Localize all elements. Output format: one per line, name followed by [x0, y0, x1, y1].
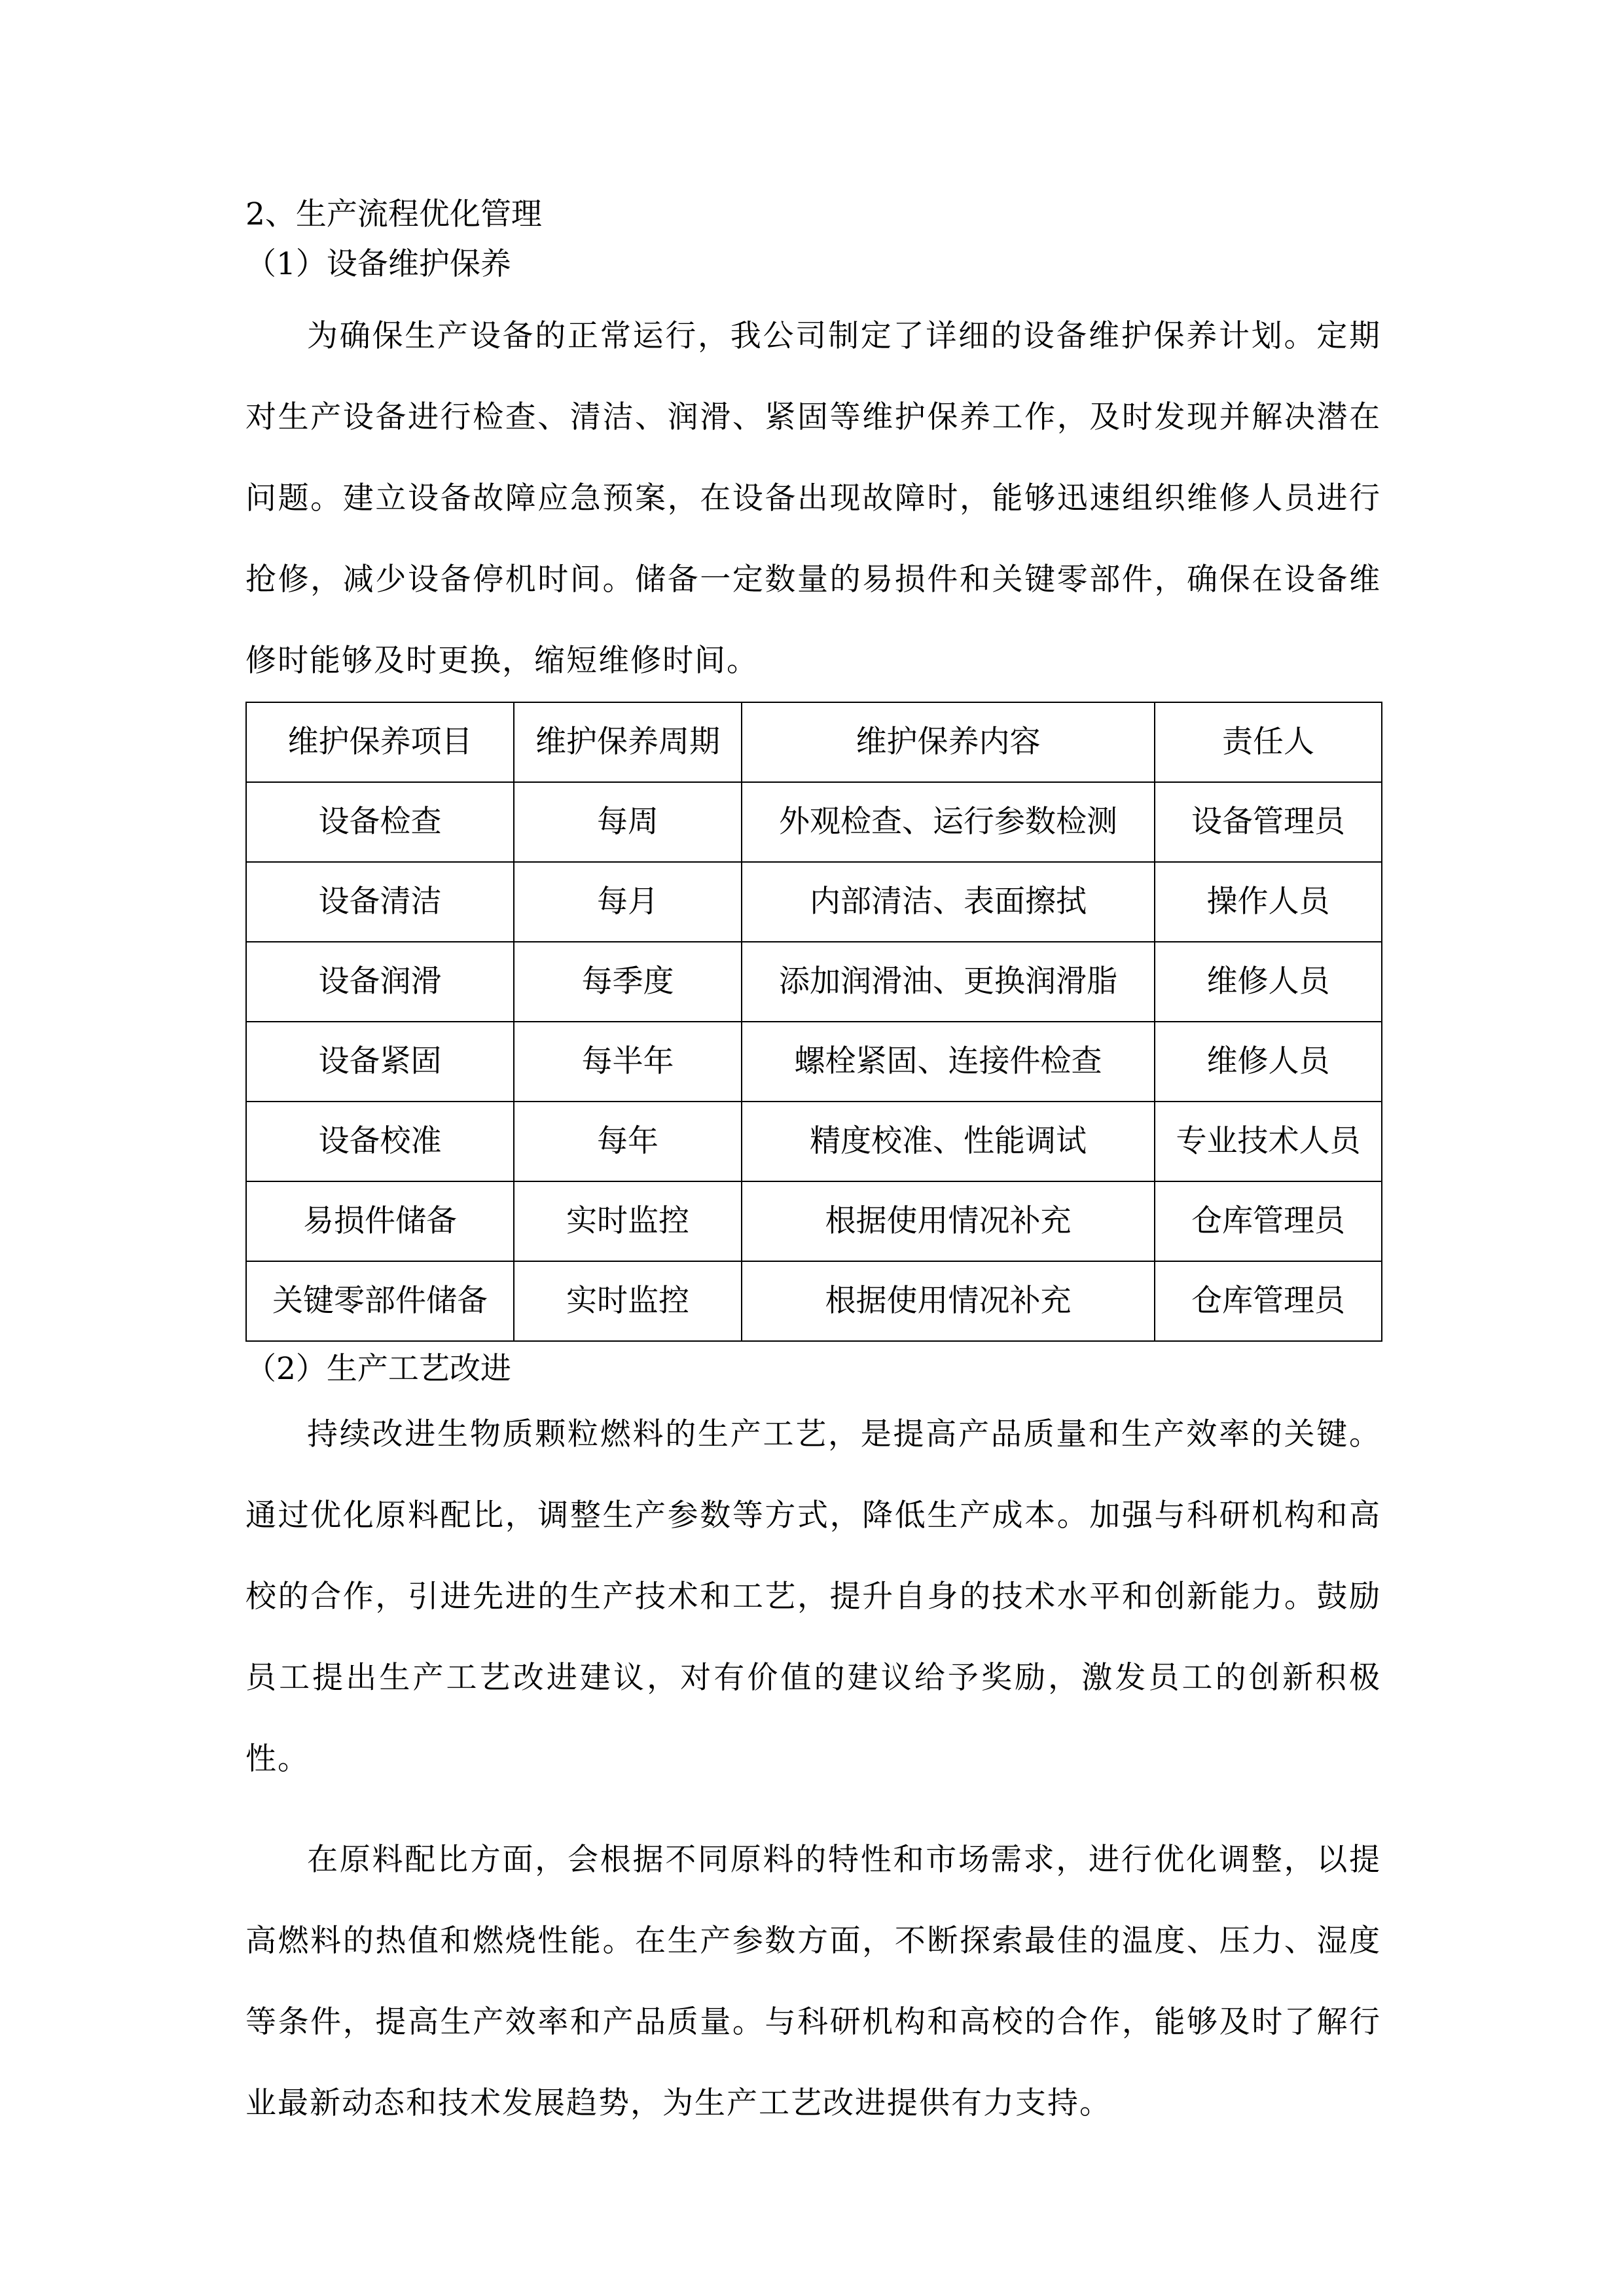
- table-cell: 内部清洁、表面擦拭: [742, 862, 1155, 942]
- table-cell: 维修人员: [1155, 1022, 1382, 1102]
- subsection-title-maintenance: （1）设备维护保养: [245, 246, 511, 282]
- table-cell: 根据使用情况补充: [742, 1181, 1155, 1261]
- table-cell: 每年: [514, 1102, 742, 1181]
- header-cell: 维护保养内容: [742, 702, 1155, 782]
- table-row: [246, 1181, 1382, 1261]
- header-cell: 维护保养周期: [514, 702, 742, 782]
- table-cell: 设备检查: [246, 782, 514, 862]
- paragraph-maintenance-intro: 为确保生产设备的正常运行，我公司制定了详细的设备维护保养计划。定期对生产设备进行检查、清洁、润滑、紧固等维护保养工作，及时发现并解决潜在问题。建立设备故障应急预案，在设备出现故障时，能够迅速组织维修人员进行抢修，减少设备停机时间。储备一定数量的易损件和关键零部件，确保在设备维修时能够及时更换，缩短维修时间。: [245, 318, 1381, 679]
- table-cell: 设备紧固: [246, 1022, 514, 1102]
- table-cell: 设备清洁: [246, 862, 514, 942]
- table-cell: 外观检查、运行参数检测: [742, 782, 1155, 862]
- table-cell: 实时监控: [514, 1261, 742, 1341]
- header-cell: 维护保养项目: [246, 702, 514, 782]
- table-header-row: [246, 702, 1382, 782]
- table-cell: 添加润滑油、更换润滑脂: [742, 942, 1155, 1022]
- maintenance-table: [245, 702, 1382, 1342]
- table-cell: 精度校准、性能调试: [742, 1102, 1155, 1181]
- table-cell: 设备管理员: [1155, 782, 1382, 862]
- document-page: [245, 190, 1381, 2144]
- table-row: [246, 782, 1382, 862]
- table-cell: 每半年: [514, 1022, 742, 1102]
- table-row: [246, 942, 1382, 1022]
- subsection-title-process: （2）生产工艺改进: [245, 1351, 511, 1387]
- table-cell: 每季度: [514, 942, 742, 1022]
- table-row: [246, 1261, 1382, 1341]
- table-cell: 关键零部件储备: [246, 1261, 514, 1341]
- table-cell: 专业技术人员: [1155, 1102, 1382, 1181]
- table-cell: 维修人员: [1155, 942, 1382, 1022]
- table-cell: 每月: [514, 862, 742, 942]
- table-cell: 仓库管理员: [1155, 1181, 1382, 1261]
- paragraph-process-improvement: 持续改进生物质颗粒燃料的生产工艺，是提高产品质量和生产效率的关键。通过优化原料配比，调整生产参数等方式，降低生产成本。加强与科研机构和高校的合作，引进先进的生产技术和工艺，提升自身的技术水平和创新能力。鼓励员工提出生产工艺改进建议，对有价值的建议给予奖励，激发员工的创新积极性。: [245, 1416, 1381, 1777]
- table-cell: 实时监控: [514, 1181, 742, 1261]
- header-cell: 责任人: [1155, 702, 1382, 782]
- table-cell: 易损件储备: [246, 1181, 514, 1261]
- table-cell: 设备润滑: [246, 942, 514, 1022]
- table-cell: 操作人员: [1155, 862, 1382, 942]
- table-cell: 设备校准: [246, 1102, 514, 1181]
- table-row: [246, 862, 1382, 942]
- table-cell: 每周: [514, 782, 742, 862]
- table-cell: 根据使用情况补充: [742, 1261, 1155, 1341]
- table-cell: 仓库管理员: [1155, 1261, 1382, 1341]
- paragraph-raw-material: 在原料配比方面，会根据不同原料的特性和市场需求，进行优化调整，以提高燃料的热值和燃烧性能。在生产参数方面，不断探索最佳的温度、压力、湿度等条件，提高生产效率和产品质量。与科研机构和高校的合作，能够及时了解行业最新动态和技术发展趋势，为生产工艺改进提供有力支持。: [245, 1842, 1381, 2121]
- section-title: 2、生产流程优化管理: [245, 196, 542, 232]
- table-row: [246, 1022, 1382, 1102]
- table-cell: 螺栓紧固、连接件检查: [742, 1022, 1155, 1102]
- table-row: [246, 1102, 1382, 1181]
